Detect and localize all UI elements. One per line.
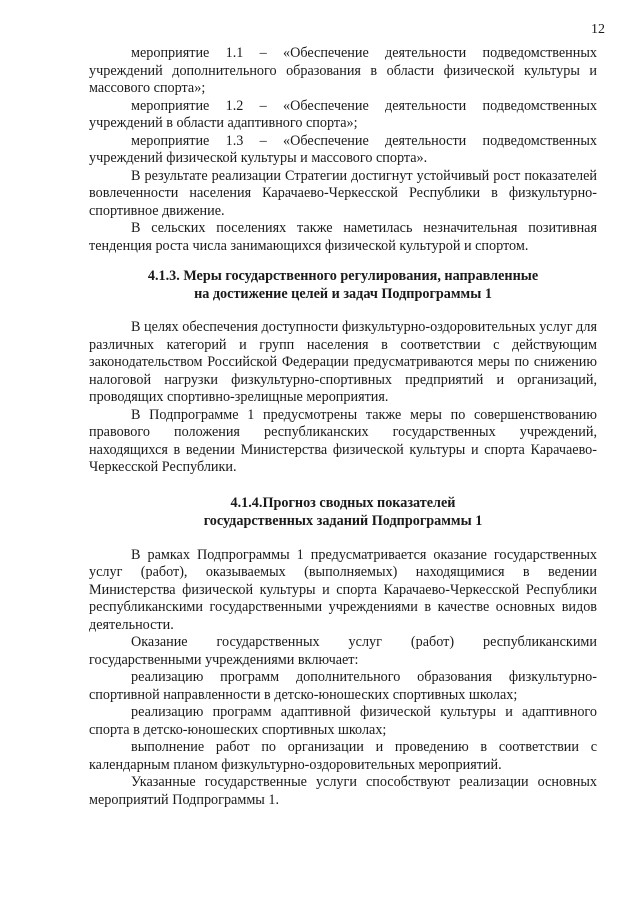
- heading-line: 4.1.3. Меры государственного регулирования, направленные: [147, 268, 539, 284]
- paragraph: реализацию программ дополнительного образования физкультурно-спортивной направленности в детско-юношеских спортивных школах;: [89, 669, 597, 703]
- section-heading-4-1-3: [89, 267, 597, 303]
- paragraph: выполнение работ по организации и проведению в соответствии с календарным планом физкультурно-оздоровительных мероприятий.: [89, 739, 597, 773]
- paragraph: мероприятие 1.1 – «Обеспечение деятельности подведомственных учреждений дополнительного образования в области физической культуры и массового спорта»;: [89, 45, 597, 96]
- section-heading-4-1-4: [89, 494, 597, 530]
- document-body: [89, 45, 597, 809]
- paragraph: Оказание государственных услуг (работ) республиканскими государственными учреждениями включает:: [89, 634, 597, 668]
- heading-line: государственных заданий Подпрограммы 1: [203, 512, 483, 529]
- paragraph: В рамках Подпрограммы 1 предусматривается оказание государственных услуг (работ), оказываемых (выполняемых) находящимися в ведении Министерства физической культуры и спорта Карачаево-Черкесской Республики республиканскими государственными учреждениями в качестве основных видов деятельности.: [89, 546, 597, 633]
- heading-line: 4.1.4.Прогноз сводных показателей: [230, 494, 456, 511]
- page-number: 12: [591, 22, 605, 37]
- paragraph: В сельских поселениях также наметилась незначительная позитивная тенденция роста числа занимающихся физической культурой и спортом.: [89, 220, 597, 254]
- paragraph: В целях обеспечения доступности физкультурно-оздоровительных услуг для различных категорий и групп населения в соответствии с действующим законодательством Российской Федерации предусматриваются меры по снижению налоговой нагрузки физкультурно-спортивных предприятий и организаций, проводящих спортивно-зрелищные мероприятия.: [89, 319, 597, 405]
- heading-line: на достижение целей и задач Подпрограммы 1: [194, 286, 492, 302]
- paragraph: реализацию программ адаптивной физической культуры и адаптивного спорта в детско-юношеских спортивных школах;: [89, 704, 597, 738]
- paragraph: Указанные государственные услуги способствуют реализации основных мероприятий Подпрограммы 1.: [89, 774, 597, 808]
- paragraph: мероприятие 1.2 – «Обеспечение деятельности подведомственных учреждений в области адаптивного спорта»;: [89, 97, 597, 131]
- paragraph: В Подпрограмме 1 предусмотрены также меры по совершенствованию правового положения республиканских государственных учреждений, находящихся в ведении Министерства физической культуры и спорта Карачаево-Черкесской Республики.: [89, 406, 597, 475]
- paragraph: В результате реализации Стратегии достигнут устойчивый рост показателей вовлеченности населения Карачаево-Черкесской Республики в физкультурно-спортивное движение.: [89, 167, 597, 219]
- paragraph: мероприятие 1.3 – «Обеспечение деятельности подведомственных учреждений физической культуры и массового спорта».: [89, 132, 597, 166]
